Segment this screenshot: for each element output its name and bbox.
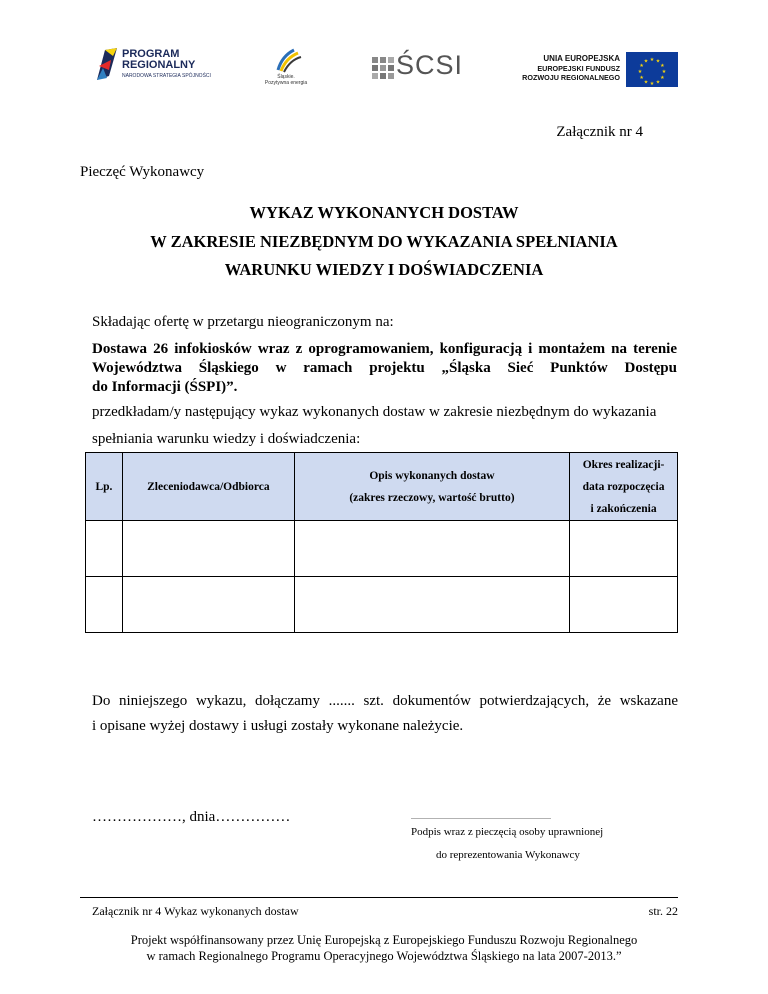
table-cell[interactable] (570, 577, 678, 633)
svg-text:★: ★ (661, 69, 667, 75)
table-row (86, 521, 678, 577)
program-logo-line3: NARODOWA STRATEGIA SPÓJNOŚCI (122, 73, 211, 79)
footer-divider (80, 897, 678, 898)
tender-subject-line1: Dostawa 26 infokiosków wraz z oprogramowaniem, konfiguracją i montażem na terenie (92, 341, 677, 357)
deliveries-table (85, 452, 678, 633)
closing-line1: Do niniejszego wykazu, dołączamy ....... szt. dokumentów potwierdzających, że wskazane (92, 693, 678, 709)
header-lp: Lp. (86, 453, 123, 521)
svg-text:★: ★ (649, 57, 655, 63)
svg-text:★: ★ (649, 81, 655, 87)
table-header-row (86, 453, 678, 521)
table-cell[interactable] (122, 521, 294, 577)
scsi-grid-icon (372, 57, 394, 79)
slaskie-wave-icon (258, 44, 314, 74)
tender-subject-line3: do Informacji (ŚSPI)”. (92, 379, 238, 395)
table-cell[interactable] (86, 521, 123, 577)
eu-logo-line2: EUROPEJSKI FUNDUSZ (537, 64, 620, 73)
scsi-logo-text: ŚCSI (396, 50, 464, 80)
table-cell[interactable] (122, 577, 294, 633)
program-regionalny-logo (95, 44, 225, 86)
program-logo-line1: PROGRAM (122, 48, 180, 60)
table-row (86, 577, 678, 633)
footer-attachment-label: Załącznik nr 4 Wykaz wykonanych dostaw (92, 904, 299, 918)
header-description (294, 453, 569, 521)
table-cell[interactable] (294, 577, 569, 633)
table-cell[interactable] (86, 577, 123, 633)
svg-text:★: ★ (655, 79, 661, 86)
eu-logo-line3: ROZWOJU REGIONALNEGO (522, 73, 620, 82)
svg-text:★: ★ (660, 75, 665, 81)
closing-line2: i opisane wyżej dostawy i usługi zostały wykonane należycie. (92, 718, 464, 734)
declaration-line1: przedkładam/y następujący wykaz wykonanych dostaw w zakresie niezbędnym do wykazania (92, 404, 657, 420)
attachment-number: Załącznik nr 4 (556, 124, 643, 140)
scsi-logo (372, 52, 476, 82)
tender-subject (92, 340, 677, 397)
header-period (570, 453, 678, 521)
signature-caption-line2: do reprezentowania Wykonawcy (436, 849, 580, 861)
header-description-line2: (zakres rzeczowy, wartość brutto) (349, 491, 515, 504)
cofinancing-line2: w ramach Regionalnego Programu Operacyjnego Województwa Śląskiego na lata 2007-2013.” (146, 949, 622, 963)
header-period-line3: i zakończenia (590, 502, 657, 515)
signature-line: ...................................................................... (411, 812, 551, 821)
place-date-field: ………………, dnia…………… (92, 809, 291, 825)
declaration-line2: spełniania warunku wiedzy i doświadczenia: (92, 431, 361, 447)
eu-flag-icon (626, 52, 678, 87)
page-number: str. 22 (648, 904, 678, 918)
contractor-stamp-label: Pieczęć Wykonawcy (80, 164, 205, 180)
title-line3: WARUNKU WIEDZY I DOŚWIADCZENIA (224, 260, 544, 279)
svg-text:★: ★ (643, 58, 649, 65)
signature-caption-line1: Podpis wraz z pieczęcią osoby uprawnionej (411, 826, 604, 838)
program-logo-line2: REGIONALNY (122, 59, 196, 71)
table-cell[interactable] (570, 521, 678, 577)
svg-text:★: ★ (639, 75, 644, 81)
svg-text:★: ★ (660, 63, 665, 69)
svg-text:★: ★ (655, 58, 661, 65)
header-client: Zleceniodawca/Odbiorca (122, 453, 294, 521)
header-period-line1: Okres realizacji- (582, 458, 665, 471)
title-line2: W ZAKRESIE NIEZBĘDNYM DO WYKAZANIA SPEŁNIANIA (150, 232, 618, 251)
svg-text:★: ★ (643, 79, 649, 86)
svg-text:★: ★ (637, 69, 643, 75)
header-description-line1: Opis wykonanych dostaw (369, 469, 495, 482)
intro-text: Składając ofertę w przetargu nieograniczonym na: (92, 314, 394, 330)
program-regionalny-mark-icon (95, 46, 119, 80)
slaskie-logo (258, 44, 314, 88)
slaskie-logo-line1: Śląskie. (277, 74, 295, 80)
cofinancing-line1: Projekt współfinansowany przez Unię Europejską z Europejskiego Funduszu Rozwoju Regionalnego (130, 933, 638, 947)
table-cell[interactable] (294, 521, 569, 577)
eu-logo-line1: UNIA EUROPEJSKA (543, 54, 620, 63)
header-period-line2: data rozpoczęcia (582, 480, 665, 493)
slaskie-logo-line2: Pozytywna energia (264, 80, 308, 86)
svg-text:★: ★ (639, 63, 644, 69)
eu-logo (522, 52, 678, 88)
title-line1: WYKAZ WYKONANYCH DOSTAW (249, 203, 519, 222)
tender-subject-line2: Województwa Śląskiego w ramach projektu „Śląska Sieć Punktów Dostępu (92, 360, 677, 376)
